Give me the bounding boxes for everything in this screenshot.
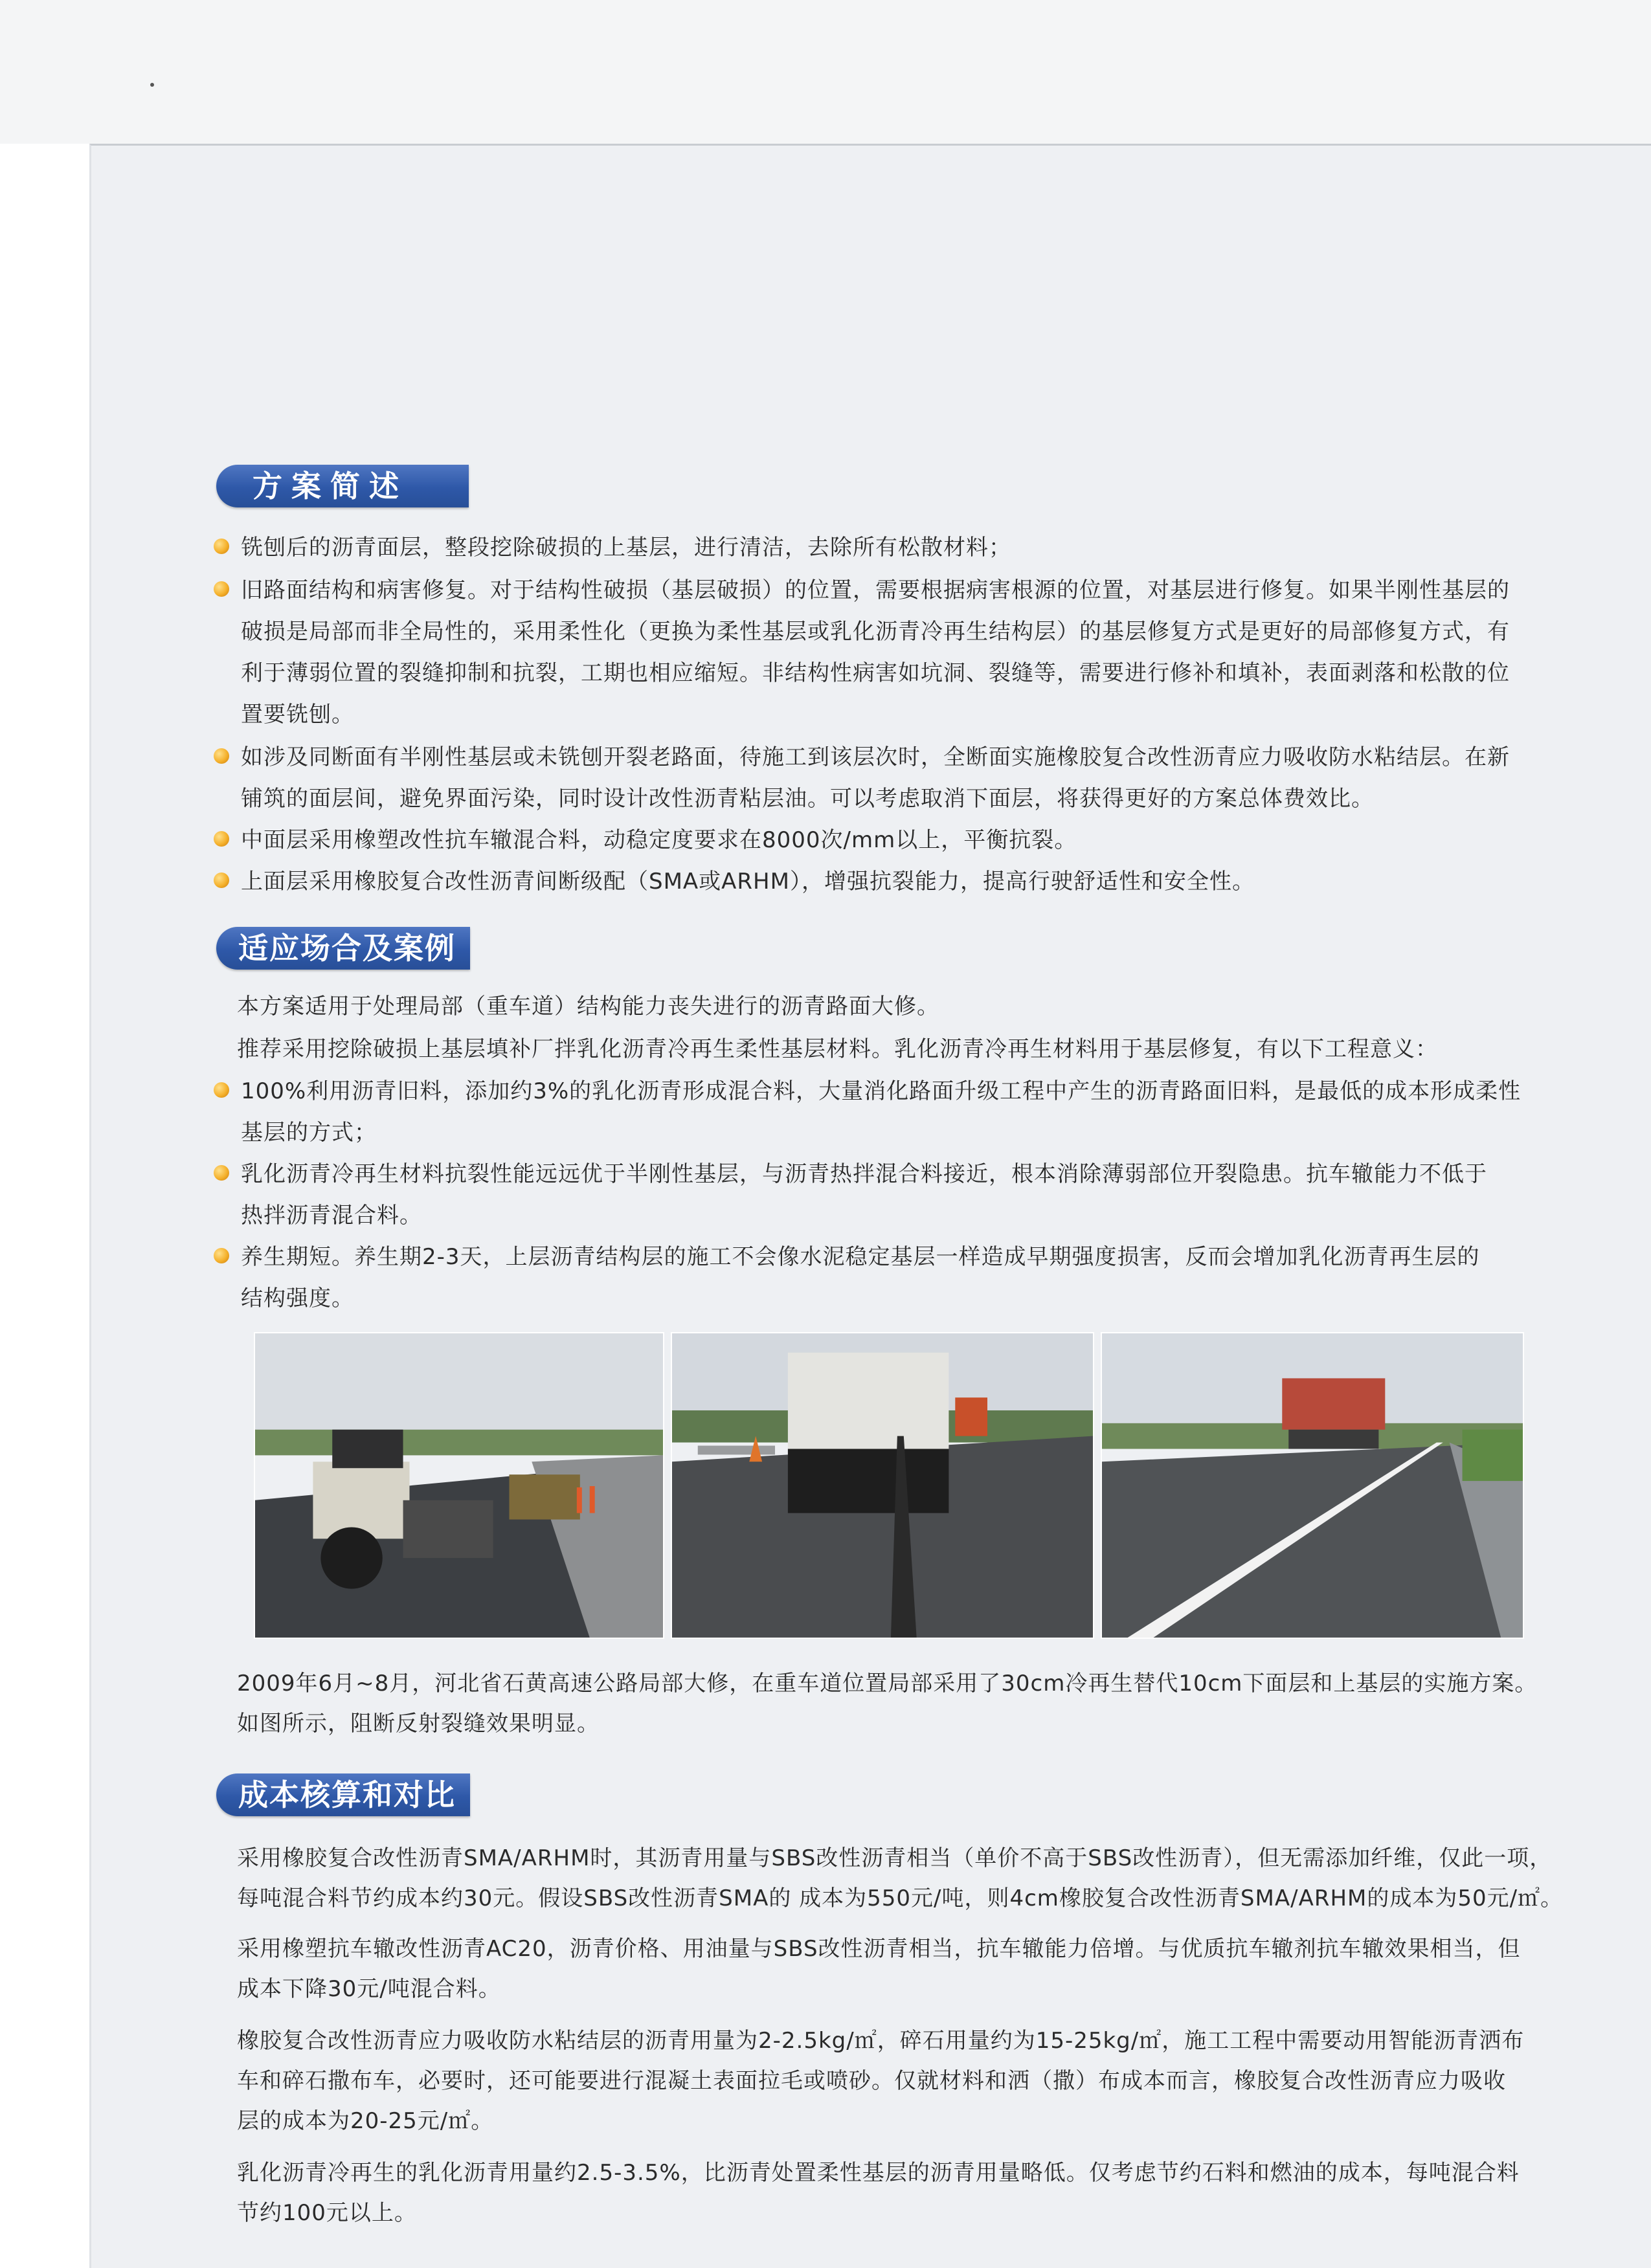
bullet-dot-icon — [214, 1165, 229, 1181]
list-item-text: 铣刨后的沥青面层，整段挖除破损的上基层，进行清洁，去除所有松散材料； — [241, 535, 1011, 561]
cost-paragraph: 乳化沥青冷再生的乳化沥青用量约2.5-3.5%，比沥青处置柔性基层的沥青用量略低。仅考虑节约石料和燃油的成本，每吨混合料 节约100元以上。 — [237, 2160, 1520, 2226]
photo-roller-compactor — [254, 1332, 664, 1639]
list-item — [214, 1153, 1586, 1236]
bullet-dot-icon — [214, 1082, 229, 1098]
list-item-text: 乳化沥青冷再生材料抗裂性能远远优于半刚性基层，与沥青热拌混合料接近，根本消除薄弱部位开裂隐患。抗车辙能力不低于 热拌沥青混合料。 — [241, 1161, 1487, 1228]
list-item-text: 如涉及同断面有半刚性基层或未铣刨开裂老路面，待施工到该层次时，全断面实施橡胶复合改性沥青应力吸收防水粘结层。在新 铺筑的面层间，避免界面污染，同时设计改性沥青粘层油。可以考虑取消下面层，将获得更好的方案总体费效比。 — [241, 744, 1510, 812]
list-item — [214, 861, 1586, 902]
intro-paragraph: 本方案适用于处理局部（重车道）结构能力丧失进行的沥青路面大修。 — [237, 994, 939, 1019]
bullet-dot-icon — [214, 831, 229, 847]
bullet-dot-icon — [214, 1248, 229, 1263]
list-item-text: 中面层采用橡塑改性抗车辙混合料，动稳定度要求在8000次/mm以上，平衡抗裂。 — [241, 827, 1077, 853]
scan-speck — [150, 83, 154, 87]
section-heading-cost: 成本核算和对比 — [216, 1773, 470, 1816]
list-item-text: 旧路面结构和病害修复。对于结构性破损（基层破损）的位置，需要根据病害根源的位置，对基层进行修复。如果半刚性基层的 破损是局部而非全局性的，采用柔性化（更换为柔性基层或乳化沥青冷再生结构层）的基层修复方式是更好的局部修复方式，有 利于薄弱位置的裂缝抑制和抗裂，工期也相应缩短。非结构性病害如坑洞、裂缝等，需要进行修补和填补，表面剥落和松散的位 置要铣刨。 — [241, 577, 1510, 728]
bullet-dot-icon — [214, 873, 229, 888]
photo-pneumatic-roller — [671, 1332, 1094, 1639]
cost-paragraph: 采用橡塑抗车辙改性沥青AC20，沥青价格、用油量与SBS改性沥青相当，抗车辙能力倍增。与优质抗车辙剂抗车辙效果相当，但 成本下降30元/吨混合料。 — [237, 1936, 1521, 2002]
list-item — [214, 1071, 1586, 1153]
photo-truck-on-highway — [1101, 1332, 1524, 1639]
list-item — [214, 819, 1586, 861]
list-item-text: 养生期短。养生期2-3天，上层沥青结构层的施工不会像水泥稳定基层一样造成早期强度损害，反而会增加乳化沥青再生层的 结构强度。 — [241, 1244, 1480, 1311]
list-item-text: 100%利用沥青旧料，添加约3%的乳化沥青形成混合料，大量消化路面升级工程中产生的沥青路面旧料，是最低的成本形成柔性 基层的方式； — [241, 1078, 1522, 1146]
list-item — [214, 527, 1586, 568]
section-heading-overview: 方案简述 — [216, 465, 469, 507]
scan-margin — [0, 0, 1651, 144]
list-item — [214, 1236, 1586, 1319]
list-item — [214, 570, 1586, 735]
bullet-dot-icon — [214, 539, 229, 554]
list-item — [214, 737, 1586, 819]
section-heading-applications: 适应场合及案例 — [216, 927, 470, 970]
intro-paragraph: 推荐采用挖除破损上基层填补厂拌乳化沥青冷再生柔性基层材料。乳化沥青冷再生材料用于基层修复，有以下工程意义： — [237, 1036, 1438, 1062]
cost-paragraph: 采用橡胶复合改性沥青SMA/ARHM时，其沥青用量与SBS改性沥青相当（单价不高于SBS改性沥青），但无需添加纤维，仅此一项， 每吨混合料节约成本约30元。假设SBS改性沥青SMA的 成本为550元/吨，则4cm橡胶复合改性沥青SMA/ARHM的成本为50元/㎡。 — [237, 1845, 1564, 1911]
bullet-dot-icon — [214, 748, 229, 764]
bullet-dot-icon — [214, 581, 229, 597]
photo-caption: 2009年6月~8月，河北省石黄高速公路局部大修，在重车道位置局部采用了30cm冷再生替代10cm下面层和上基层的实施方案。 如图所示，阻断反射裂缝效果明显。 — [237, 1671, 1538, 1737]
cost-paragraph: 橡胶复合改性沥青应力吸收防水粘结层的沥青用量为2-2.5kg/㎡，碎石用量约为15-25kg/㎡，施工工程中需要动用智能沥青洒布 车和碎石撒布车，必要时，还可能要进行混凝土表面拉毛或喷砂。仅就材料和洒（撒）布成本而言，橡胶复合改性沥青应力吸收 层的成本为20-25元/㎡。 — [237, 2028, 1525, 2134]
list-item-text: 上面层采用橡胶复合改性沥青间断级配（SMA或ARHM），增强抗裂能力，提高行驶舒适性和安全性。 — [241, 869, 1255, 895]
